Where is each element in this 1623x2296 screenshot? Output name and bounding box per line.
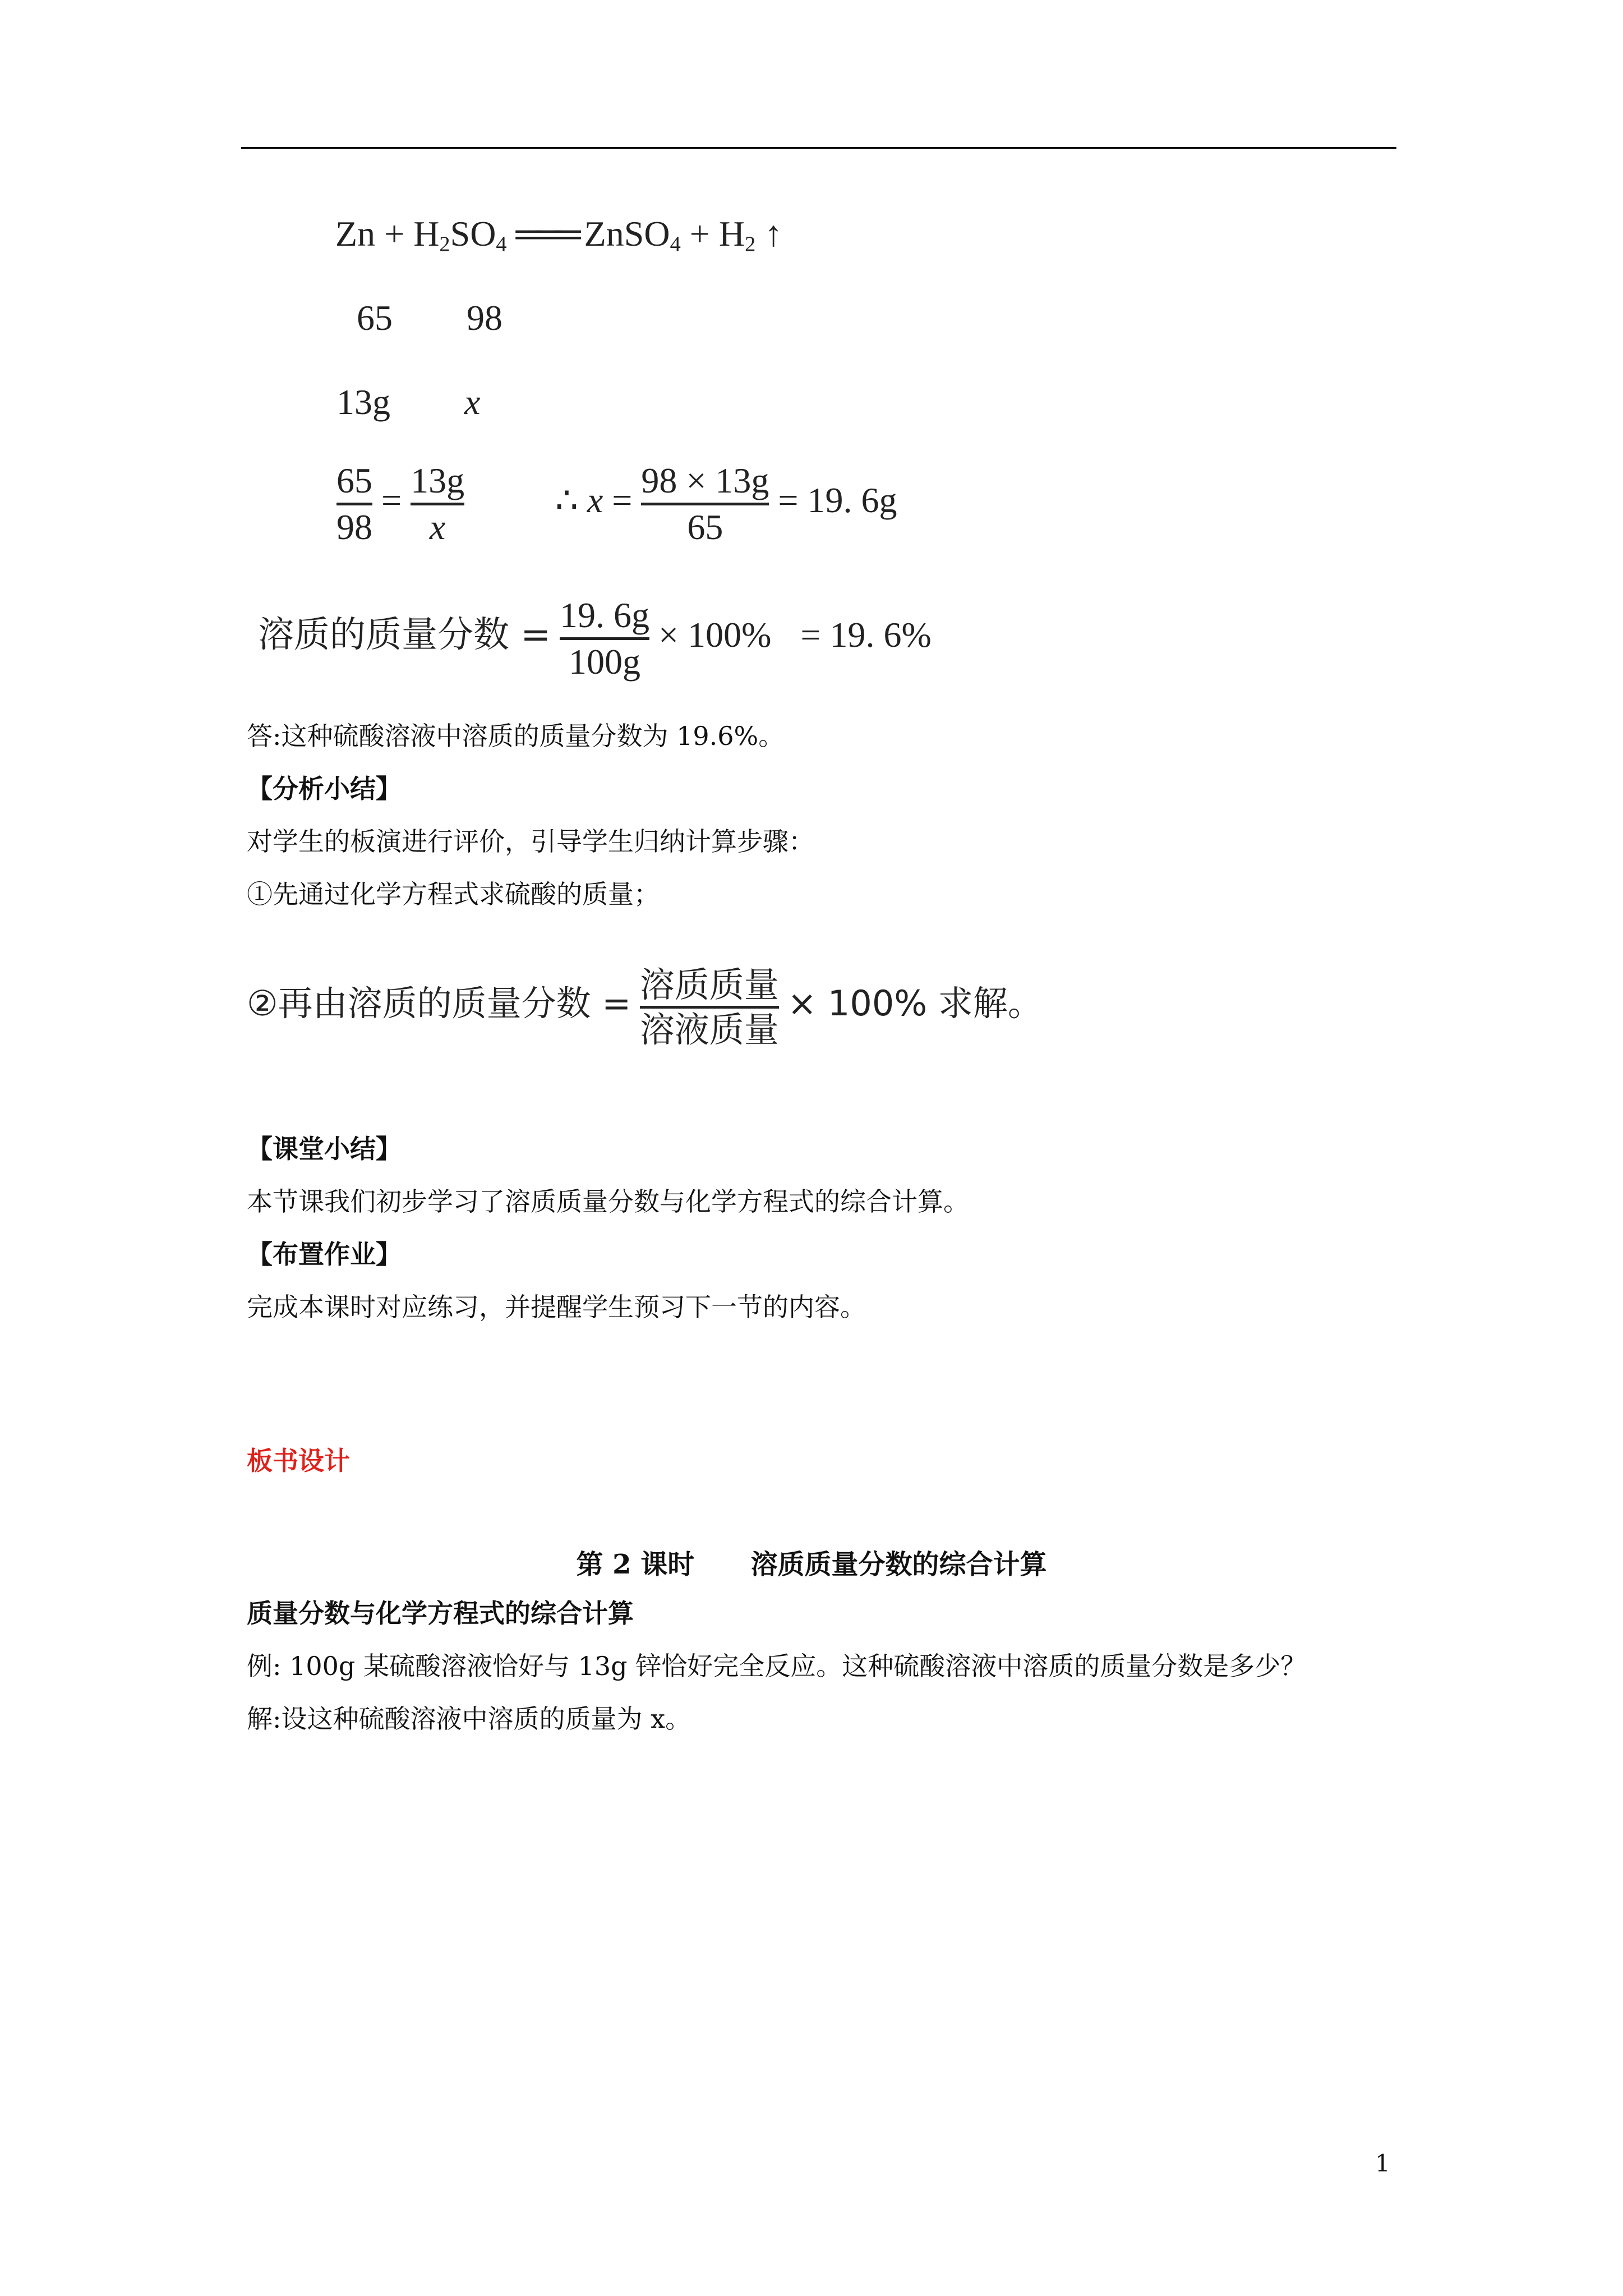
h2so4-formula: $H_2SO_4$ — [413, 214, 507, 256]
fraction-calc: 98 × 13g 65 — [641, 461, 769, 547]
analysis-step2 — [247, 965, 1043, 1050]
therefore-symbol: ∴ — [555, 480, 578, 520]
value-98: 98 — [467, 298, 502, 338]
h2-formula: $H_2$ — [718, 214, 756, 256]
reaction-equals: ═══ — [515, 214, 575, 254]
analysis-step1: ①先通过化学方程式求硫酸的质量； — [247, 879, 660, 909]
answer-text: 答:这种硫酸溶液中溶质的质量分数为 19.6%。 — [247, 721, 785, 751]
board-title: 第 2 课时 溶质质量分数的综合计算 — [576, 1549, 1047, 1580]
times-100-percent: × 100% — [658, 614, 772, 655]
board-solution: 解:设这种硫酸溶液中溶质的质量为 x。 — [247, 1704, 691, 1734]
value-13g: 13g — [336, 382, 390, 422]
step2-label: ②再由溶质的质量分数 = — [247, 983, 631, 1024]
fraction-13g-x: 13g x — [411, 461, 465, 547]
plus-sign: + — [384, 214, 405, 254]
step2-tail: × 100% 求解。 — [787, 983, 1043, 1024]
mass-row — [336, 381, 480, 423]
variable-x: x — [587, 480, 603, 520]
page-number: 1 — [1375, 2150, 1390, 2177]
plus-sign: + — [689, 214, 710, 254]
header-rule — [241, 147, 1396, 149]
fraction-19-6-100: 19. 6g 100g — [559, 595, 649, 682]
fraction-65-98: 65 98 — [336, 461, 372, 547]
mass-fraction-label: 溶质的质量分数 = — [258, 614, 551, 656]
molar-mass-row — [357, 297, 502, 339]
homework-text: 完成本课时对应练习，并提醒学生预习下一节的内容。 — [247, 1292, 866, 1322]
fraction-solute-solution: 溶质质量 溶液质量 — [639, 964, 779, 1051]
result-percent: = 19. 6% — [800, 614, 932, 655]
summary-heading: 【课堂小结】 — [247, 1134, 402, 1164]
result-value: = 19. 6g — [778, 480, 897, 520]
board-example: 例: 100g 某硫酸溶液恰好与 13g 锌恰好完全反应。这种硫酸溶液中溶质的质量分数是多少？ — [247, 1651, 1307, 1681]
homework-heading: 【布置作业】 — [247, 1239, 402, 1269]
ratio-equation — [336, 460, 897, 547]
value-65: 65 — [357, 298, 393, 338]
zn-symbol: Zn — [335, 214, 376, 254]
equals-sign: = — [381, 480, 402, 520]
equals-sign: = — [612, 480, 633, 520]
analysis-intro: 对学生的板演进行评价，引导学生归纳计算步骤： — [247, 826, 814, 857]
variable-x: x — [464, 382, 481, 422]
mass-fraction-equation — [258, 595, 932, 682]
board-design-heading: 板书设计 — [247, 1446, 350, 1476]
board-subtitle: 质量分数与化学方程式的综合计算 — [247, 1598, 634, 1628]
reaction-equation — [335, 213, 782, 257]
analysis-heading: 【分析小结】 — [247, 774, 402, 804]
znso4-formula: ZnSO$_4$ — [584, 214, 681, 256]
summary-text: 本节课我们初步学习了溶质质量分数与化学方程式的综合计算。 — [247, 1186, 969, 1217]
gas-arrow-icon: ↑ — [764, 214, 783, 254]
